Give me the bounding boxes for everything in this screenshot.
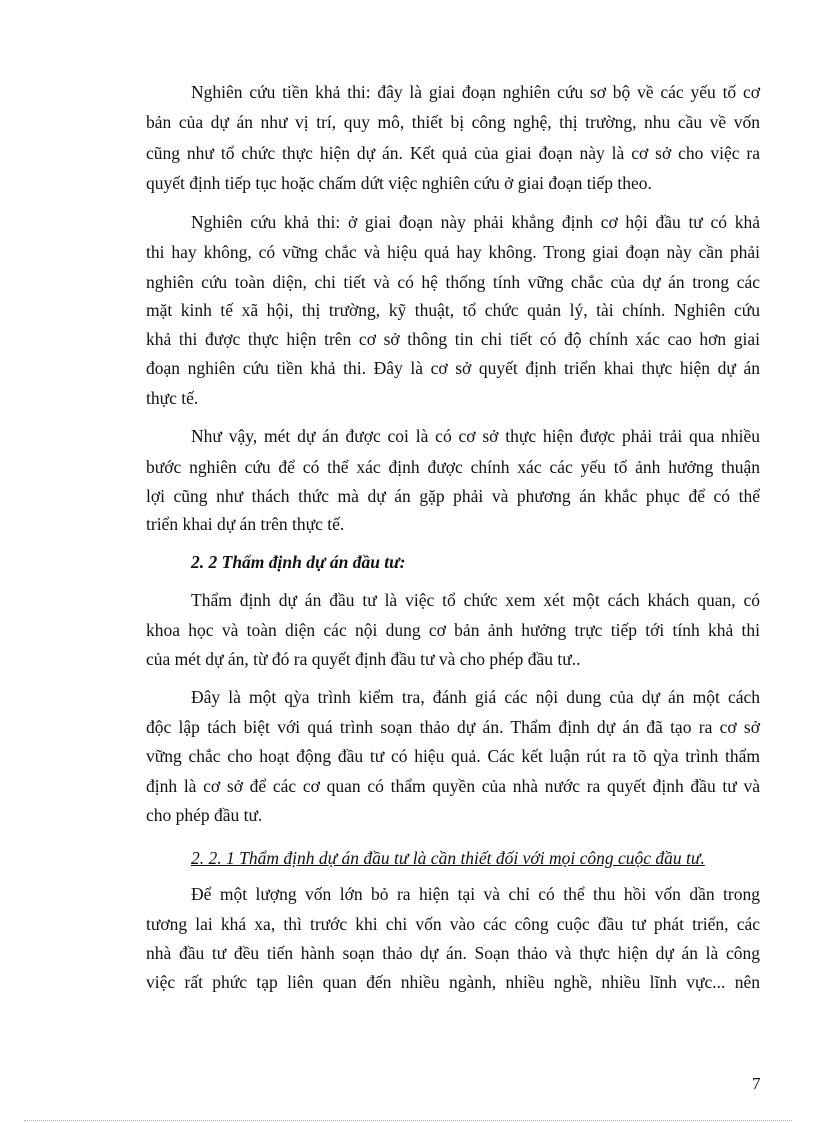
paragraph-1-line-2: bản của dự án như vị trí, quy mô, thiết bị công nghệ, thị trường, nhu cầu về vốn [146,112,760,132]
paragraph-1-line-1: Nghiên cứu tiền khả thi: đây là giai đoạn nghiên cứu sơ bộ về các yếu tố cơ [191,82,760,102]
paragraph-3-line-1: Như vậy, mét dự án được coi là có cơ sở thực hiện được phải trải qua nhiều [191,426,760,446]
paragraph-4-line-1: Thẩm định dự án đầu tư là việc tổ chức xem xét một cách khách quan, có [191,590,760,610]
paragraph-2-line-6: đoạn nghiên cứu tiền khả thi. Đây là cơ sở quyết định triển khai thực hiện dự án [146,358,760,378]
paragraph-2-line-5: khả thi được thực hiện trên cơ sở thông tin chi tiết có độ chính xác cao hơn giai [146,329,760,349]
paragraph-6-line-2: tương lai khá xa, thì trước khi chi vốn vào các công cuộc đầu tư phát triển, các [146,914,760,934]
paragraph-5-line-5: cho phép đầu tư. [146,805,263,825]
page-number: 7 [752,1074,761,1093]
paragraph-1-line-4: quyết định tiếp tục hoặc chấm dứt việc nghiên cứu ở giai đoạn tiếp theo. [146,173,652,193]
paragraph-3-line-2: bước nghiên cứu để có thể xác định được chính xác các yếu tố ảnh hưởng thuận [146,457,760,477]
footer-divider [24,1120,792,1121]
paragraph-6-line-4: việc rất phức tạp liên quan đến nhiều ngành, nhiều nghề, nhiều lĩnh vực... nên [146,972,760,992]
paragraph-3-line-4: triển khai dự án trên thực tế. [146,514,345,534]
paragraph-4-line-2: khoa học và toàn diện các nội dung cơ bản ảnh hưởng trực tiếp tới tính khả thi [146,620,760,640]
subsection-heading: 2. 2. 1 Thẩm định dự án đầu tư là cần thiết đối với mọi công cuộc đầu tư. [191,848,705,868]
paragraph-2-line-4: mặt kinh tế xã hội, thị trường, kỹ thuật, tổ chức quản lý, tài chính. Nghiên cứu [146,300,760,320]
paragraph-6-line-3: nhà đầu tư đều tiến hành soạn thảo dự án. Soạn thảo và thực hiện dự án là công [146,943,760,963]
paragraph-2-line-7: thực tế. [146,388,199,408]
paragraph-5-line-3: vững chắc cho hoạt động đầu tư có hiệu quả. Các kết luận rút ra tõ qỳa trình thẩm [146,746,760,766]
paragraph-4-line-3: của mét dự án, từ đó ra quyết định đầu tư và cho phép đầu tư.. [146,649,581,669]
paragraph-5-line-2: độc lập tách biệt với quá trình soạn thảo dự án. Thẩm định dự án đã tạo ra cơ sở [146,717,760,737]
paragraph-2-line-1: Nghiên cứu khả thi: ở giai đoạn này phải khẳng định cơ hội đầu tư có khả [191,212,760,232]
paragraph-2-line-2: thi hay không, có vững chắc và hiệu quả hay không. Trong giai đoạn này cần phải [146,242,760,262]
section-heading: 2. 2 Thẩm định dự án đầu tư: [191,552,406,572]
paragraph-1-line-3: cũng như tổ chức thực hiện dự án. Kết quả của giai đoạn này là cơ sở cho việc ra [146,143,760,163]
paragraph-5-line-4: định là cơ sở để các cơ quan có thẩm quyền của nhà nước ra quyết định đầu tư và [146,776,760,796]
paragraph-3-line-3: lợi cũng như thách thức mà dự án gặp phải và phương án khắc phục để có thể [146,486,760,506]
paragraph-6-line-1: Để một lượng vốn lớn bỏ ra hiện tại và chỉ có thể thu hồi vốn dần trong [191,884,760,904]
paragraph-2-line-3: nghiên cứu toàn diện, chi tiết và có hệ thống tính vững chắc của dự án trong các [146,272,760,292]
paragraph-5-line-1: Đây là một qỳa trình kiểm tra, đánh giá các nội dung của dự án một cách [191,687,760,707]
